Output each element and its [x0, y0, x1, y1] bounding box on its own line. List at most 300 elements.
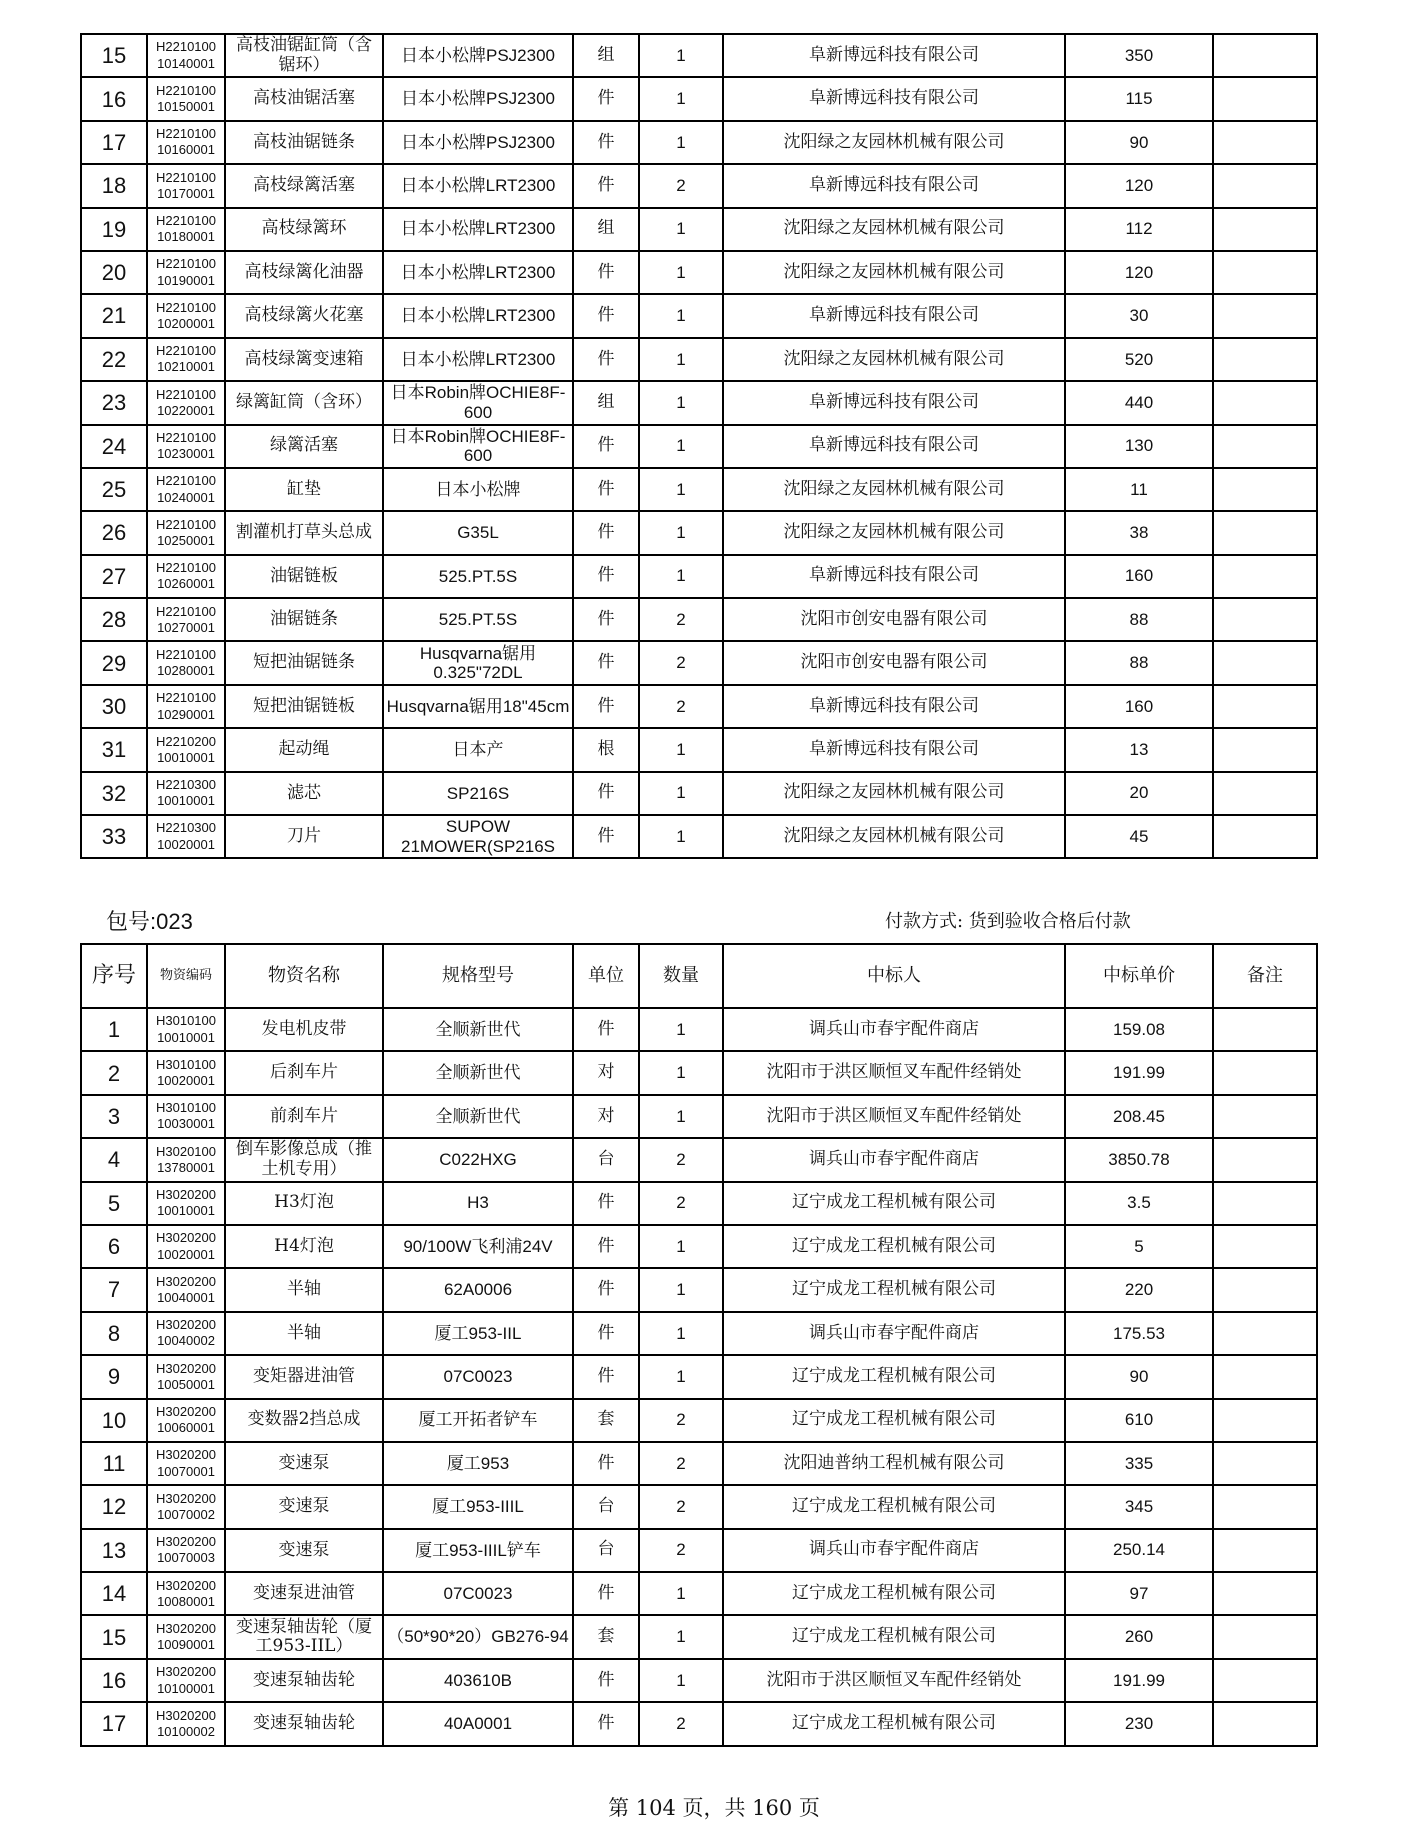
cell-seq: 13 — [81, 1529, 147, 1572]
cell-price: 230 — [1065, 1702, 1213, 1745]
cell-price: 520 — [1065, 338, 1213, 381]
cell-seq: 21 — [81, 294, 147, 337]
cell-name: H4灯泡 — [225, 1225, 383, 1268]
cell-qty: 2 — [639, 1529, 723, 1572]
cell-qty: 1 — [639, 1312, 723, 1355]
cell-name: 高枝绿篱环 — [225, 208, 383, 251]
code-part: 10010001 — [157, 749, 215, 765]
cell-name: 缸垫 — [225, 468, 383, 511]
cell-unit: 件 — [573, 1659, 639, 1702]
cell-remark — [1213, 294, 1317, 337]
cell-vendor: 阜新博远科技有限公司 — [723, 294, 1065, 337]
code-part: H3020200 — [156, 1577, 216, 1593]
cell-remark — [1213, 555, 1317, 598]
cell-qty: 1 — [639, 1659, 723, 1702]
cell-spec: 全顺新世代 — [383, 1008, 573, 1051]
cell-vendor: 辽宁成龙工程机械有限公司 — [723, 1702, 1065, 1745]
cell-name: 油锯链板 — [225, 555, 383, 598]
code-part: 10100001 — [157, 1680, 215, 1696]
cell-unit: 件 — [573, 511, 639, 554]
cell-name: 变数器2挡总成 — [225, 1399, 383, 1442]
procurement-table-package-023 — [80, 943, 1318, 1747]
code-part: 10230001 — [157, 446, 215, 462]
cell-code — [147, 1008, 225, 1051]
cell-qty: 1 — [639, 1095, 723, 1138]
table-row — [81, 1615, 1317, 1658]
cell-remark — [1213, 1138, 1317, 1181]
code-part: H2210200 — [156, 733, 216, 749]
cell-code — [147, 815, 225, 858]
code-part: H2210300 — [156, 820, 216, 836]
cell-spec: 厦工953-IIIL铲车 — [383, 1529, 573, 1572]
cell-remark — [1213, 772, 1317, 815]
cell-price: 13 — [1065, 728, 1213, 771]
table-row — [81, 1182, 1317, 1225]
table-row — [81, 121, 1317, 164]
cell-vendor: 沈阳市于洪区顺恒叉车配件经销处 — [723, 1095, 1065, 1138]
cell-spec: C022HXG — [383, 1138, 573, 1181]
cell-seq: 9 — [81, 1355, 147, 1398]
cell-remark — [1213, 208, 1317, 251]
cell-unit: 件 — [573, 1312, 639, 1355]
cell-qty: 1 — [639, 1051, 723, 1094]
cell-unit: 组 — [573, 381, 639, 424]
code-part: 10280001 — [157, 663, 215, 679]
cell-code — [147, 1399, 225, 1442]
table-row — [81, 1572, 1317, 1615]
cell-spec: 日本小松牌LRT2300 — [383, 294, 573, 337]
cell-code — [147, 598, 225, 641]
cell-spec: 07C0023 — [383, 1355, 573, 1398]
cell-name: 绿篱缸筒（含环） — [225, 381, 383, 424]
cell-vendor: 阜新博远科技有限公司 — [723, 34, 1065, 77]
cell-name: 高枝绿篱活塞 — [225, 164, 383, 207]
code-part: H3020200 — [156, 1273, 216, 1289]
table-row — [81, 381, 1317, 424]
cell-vendor: 阜新博远科技有限公司 — [723, 164, 1065, 207]
cell-qty: 1 — [639, 1008, 723, 1051]
cell-price: 88 — [1065, 641, 1213, 684]
cell-code — [147, 1702, 225, 1745]
code-part: 10010001 — [157, 1029, 215, 1045]
cell-price: 160 — [1065, 685, 1213, 728]
cell-vendor: 辽宁成龙工程机械有限公司 — [723, 1485, 1065, 1528]
cell-remark — [1213, 641, 1317, 684]
cell-qty: 1 — [639, 1615, 723, 1658]
cell-vendor: 阜新博远科技有限公司 — [723, 728, 1065, 771]
cell-unit: 件 — [573, 468, 639, 511]
cell-name: 后刹车片 — [225, 1051, 383, 1094]
code-part: H2210100 — [156, 560, 216, 576]
cell-vendor: 沈阳绿之友园林机械有限公司 — [723, 121, 1065, 164]
table-row — [81, 1659, 1317, 1702]
table-row — [81, 1312, 1317, 1355]
cell-unit: 件 — [573, 685, 639, 728]
cell-name: 变速泵 — [225, 1442, 383, 1485]
cell-unit: 件 — [573, 1008, 639, 1051]
cell-qty: 1 — [639, 555, 723, 598]
cell-qty: 1 — [639, 1355, 723, 1398]
cell-name: 变速泵轴齿轮 — [225, 1702, 383, 1745]
cell-unit: 台 — [573, 1485, 639, 1528]
cell-qty: 2 — [639, 1442, 723, 1485]
cell-price: 120 — [1065, 251, 1213, 294]
code-part: H2210100 — [156, 690, 216, 706]
cell-unit: 件 — [573, 1182, 639, 1225]
code-part: H3020200 — [156, 1707, 216, 1723]
cell-qty: 1 — [639, 381, 723, 424]
cell-seq: 30 — [81, 685, 147, 728]
page-footer: 第 104 页，共 160 页 — [608, 1796, 820, 1820]
cell-remark — [1213, 381, 1317, 424]
code-part: H3020200 — [156, 1360, 216, 1376]
cell-name: 油锯链条 — [225, 598, 383, 641]
cell-code — [147, 641, 225, 684]
cell-qty: 2 — [639, 598, 723, 641]
cell-remark — [1213, 1095, 1317, 1138]
code-part: 10220001 — [157, 402, 215, 418]
cell-qty: 1 — [639, 1225, 723, 1268]
cell-price: 159.08 — [1065, 1008, 1213, 1051]
cell-remark — [1213, 425, 1317, 468]
code-part: H2210300 — [156, 777, 216, 793]
cell-vendor: 辽宁成龙工程机械有限公司 — [723, 1225, 1065, 1268]
cell-remark — [1213, 1442, 1317, 1485]
code-part: H3020200 — [156, 1490, 216, 1506]
cell-unit: 件 — [573, 77, 639, 120]
header-vendor: 中标人 — [723, 944, 1065, 1008]
cell-spec: 403610B — [383, 1659, 573, 1702]
code-part: H3020200 — [156, 1447, 216, 1463]
cell-code — [147, 1659, 225, 1702]
cell-remark — [1213, 1312, 1317, 1355]
cell-vendor: 沈阳绿之友园林机械有限公司 — [723, 251, 1065, 294]
cell-spec: 日本小松牌 — [383, 468, 573, 511]
cell-code — [147, 555, 225, 598]
package-number: 包号:023 — [106, 909, 193, 934]
cell-seq: 31 — [81, 728, 147, 771]
cell-vendor: 阜新博远科技有限公司 — [723, 77, 1065, 120]
cell-spec: 90/100W飞利浦24V — [383, 1225, 573, 1268]
cell-qty: 1 — [639, 208, 723, 251]
cell-qty: 1 — [639, 425, 723, 468]
cell-unit: 件 — [573, 294, 639, 337]
cell-unit: 件 — [573, 164, 639, 207]
table-row — [81, 1268, 1317, 1311]
code-part: 10200001 — [157, 316, 215, 332]
cell-spec: 日本小松牌LRT2300 — [383, 251, 573, 294]
cell-name: 高枝绿篱火花塞 — [225, 294, 383, 337]
code-part: H3020100 — [156, 1143, 216, 1159]
cell-unit: 件 — [573, 338, 639, 381]
cell-name: 变矩器进油管 — [225, 1355, 383, 1398]
cell-price: 440 — [1065, 381, 1213, 424]
cell-qty: 2 — [639, 1399, 723, 1442]
cell-spec: 厦工953 — [383, 1442, 573, 1485]
code-part: H2210100 — [156, 39, 216, 55]
cell-spec: 厦工开拓者铲车 — [383, 1399, 573, 1442]
table-row — [81, 815, 1317, 858]
cell-seq: 10 — [81, 1399, 147, 1442]
code-part: H3020200 — [156, 1403, 216, 1419]
code-part: 10050001 — [157, 1376, 215, 1392]
cell-qty: 1 — [639, 34, 723, 77]
cell-unit: 台 — [573, 1529, 639, 1572]
cell-price: 350 — [1065, 34, 1213, 77]
cell-remark — [1213, 728, 1317, 771]
cell-unit: 对 — [573, 1095, 639, 1138]
cell-seq: 29 — [81, 641, 147, 684]
cell-code — [147, 1051, 225, 1094]
cell-price: 3.5 — [1065, 1182, 1213, 1225]
cell-code — [147, 772, 225, 815]
code-part: H2210100 — [156, 603, 216, 619]
cell-remark — [1213, 34, 1317, 77]
cell-price: 45 — [1065, 815, 1213, 858]
cell-unit: 件 — [573, 1268, 639, 1311]
cell-seq: 25 — [81, 468, 147, 511]
cell-unit: 件 — [573, 598, 639, 641]
cell-remark — [1213, 1485, 1317, 1528]
header-name: 物资名称 — [225, 944, 383, 1008]
cell-unit: 套 — [573, 1615, 639, 1658]
cell-qty: 1 — [639, 815, 723, 858]
code-part: 10190001 — [157, 272, 215, 288]
cell-code — [147, 121, 225, 164]
cell-qty: 2 — [639, 1702, 723, 1745]
cell-unit: 根 — [573, 728, 639, 771]
code-part: H2210100 — [156, 343, 216, 359]
cell-vendor: 调兵山市春宇配件商店 — [723, 1138, 1065, 1181]
table-row — [81, 1138, 1317, 1181]
code-part: H3020200 — [156, 1187, 216, 1202]
cell-seq: 26 — [81, 511, 147, 554]
cell-vendor: 沈阳市创安电器有限公司 — [723, 598, 1065, 641]
table-row — [81, 511, 1317, 554]
table-row — [81, 598, 1317, 641]
cell-qty: 1 — [639, 251, 723, 294]
cell-name: 发电机皮带 — [225, 1008, 383, 1051]
table-row — [81, 251, 1317, 294]
cell-price: 120 — [1065, 164, 1213, 207]
cell-vendor: 辽宁成龙工程机械有限公司 — [723, 1355, 1065, 1398]
code-part: 10070002 — [157, 1506, 215, 1522]
table-row — [81, 294, 1317, 337]
code-part: 10010001 — [157, 1203, 215, 1219]
cell-spec: 日本小松牌PSJ2300 — [383, 121, 573, 164]
cell-code — [147, 1095, 225, 1138]
table-row — [81, 1442, 1317, 1485]
cell-vendor: 辽宁成龙工程机械有限公司 — [723, 1182, 1065, 1225]
cell-price: 250.14 — [1065, 1529, 1213, 1572]
cell-spec: SUPOW 21MOWER(SP216S — [383, 815, 573, 858]
cell-name: 倒车影像总成（推土机专用） — [225, 1138, 383, 1181]
cell-remark — [1213, 468, 1317, 511]
cell-remark — [1213, 815, 1317, 858]
cell-vendor: 阜新博远科技有限公司 — [723, 381, 1065, 424]
cell-price: 5 — [1065, 1225, 1213, 1268]
code-part: 10260001 — [157, 576, 215, 592]
cell-spec: 日本小松牌PSJ2300 — [383, 77, 573, 120]
table-row — [81, 1051, 1317, 1094]
cell-price: 115 — [1065, 77, 1213, 120]
cell-code — [147, 468, 225, 511]
cell-vendor: 沈阳绿之友园林机械有限公司 — [723, 468, 1065, 511]
cell-price: 30 — [1065, 294, 1213, 337]
cell-code — [147, 1225, 225, 1268]
cell-remark — [1213, 1268, 1317, 1311]
cell-vendor: 阜新博远科技有限公司 — [723, 555, 1065, 598]
cell-name: 短把油锯链板 — [225, 685, 383, 728]
code-part: 10180001 — [157, 229, 215, 245]
table-row — [81, 772, 1317, 815]
cell-spec: （50*90*20）GB276-94 — [383, 1615, 573, 1658]
cell-seq: 17 — [81, 121, 147, 164]
cell-spec: Husqvarna锯用0.325"72DL — [383, 641, 573, 684]
cell-vendor: 调兵山市春宇配件商店 — [723, 1008, 1065, 1051]
cell-code — [147, 1442, 225, 1485]
code-part: 10060001 — [157, 1420, 215, 1436]
header-spec: 规格型号 — [383, 944, 573, 1008]
cell-price: 191.99 — [1065, 1051, 1213, 1094]
code-part: H3020200 — [156, 1664, 216, 1680]
cell-name: 半轴 — [225, 1312, 383, 1355]
cell-code — [147, 728, 225, 771]
cell-price: 88 — [1065, 598, 1213, 641]
cell-remark — [1213, 1659, 1317, 1702]
table-row — [81, 34, 1317, 77]
code-part: H2210100 — [156, 646, 216, 662]
cell-unit: 件 — [573, 1225, 639, 1268]
cell-qty: 1 — [639, 1268, 723, 1311]
code-part: H2210100 — [156, 82, 216, 98]
code-part: H2210100 — [156, 256, 216, 272]
cell-qty: 1 — [639, 728, 723, 771]
code-part: 10070003 — [157, 1550, 215, 1566]
cell-price: 220 — [1065, 1268, 1213, 1311]
table-row — [81, 1095, 1317, 1138]
code-part: 10290001 — [157, 706, 215, 722]
cell-vendor: 沈阳绿之友园林机械有限公司 — [723, 772, 1065, 815]
code-part: H3020200 — [156, 1317, 216, 1333]
code-part: 10140001 — [157, 55, 215, 71]
code-part: 10020001 — [157, 1246, 215, 1262]
table-row — [81, 641, 1317, 684]
cell-unit: 件 — [573, 121, 639, 164]
table-row — [81, 1225, 1317, 1268]
cell-qty: 1 — [639, 77, 723, 120]
cell-code — [147, 1615, 225, 1658]
code-part: H3020200 — [156, 1230, 216, 1246]
cell-unit: 件 — [573, 1442, 639, 1485]
cell-vendor: 沈阳市创安电器有限公司 — [723, 641, 1065, 684]
code-part: H2210100 — [156, 213, 216, 228]
cell-qty: 1 — [639, 294, 723, 337]
cell-vendor: 沈阳迪普纳工程机械有限公司 — [723, 1442, 1065, 1485]
cell-spec: 日本Robin牌OCHIE8F-600 — [383, 381, 573, 424]
cell-price: 11 — [1065, 468, 1213, 511]
code-part: H3010100 — [156, 1100, 216, 1116]
cell-name: 起动绳 — [225, 728, 383, 771]
cell-price: 112 — [1065, 208, 1213, 251]
table-row — [81, 425, 1317, 468]
header-code: 物资编码 — [147, 944, 225, 1008]
cell-code — [147, 338, 225, 381]
code-part: 10100002 — [157, 1723, 215, 1739]
cell-price: 90 — [1065, 121, 1213, 164]
table-header-row — [81, 944, 1317, 1008]
cell-spec: 日本小松牌LRT2300 — [383, 208, 573, 251]
cell-price: 160 — [1065, 555, 1213, 598]
cell-name: 高枝绿篱变速箱 — [225, 338, 383, 381]
cell-spec: Husqvarna锯用18"45cm — [383, 685, 573, 728]
code-part: H2210100 — [156, 429, 216, 445]
code-part: H3010100 — [156, 1013, 216, 1029]
code-part: 10170001 — [157, 185, 215, 201]
cell-seq: 18 — [81, 164, 147, 207]
table-row — [81, 208, 1317, 251]
cell-remark — [1213, 338, 1317, 381]
cell-seq: 33 — [81, 815, 147, 858]
cell-code — [147, 1312, 225, 1355]
code-part: 10040001 — [157, 1290, 215, 1306]
cell-name: 变速泵 — [225, 1485, 383, 1528]
cell-qty: 2 — [639, 164, 723, 207]
cell-name: 割灌机打草头总成 — [225, 511, 383, 554]
cell-spec: 525.PT.5S — [383, 555, 573, 598]
cell-name: 变速泵进油管 — [225, 1572, 383, 1615]
cell-spec: 40A0001 — [383, 1702, 573, 1745]
cell-qty: 1 — [639, 468, 723, 511]
cell-unit: 件 — [573, 251, 639, 294]
cell-code — [147, 294, 225, 337]
table-row — [81, 1485, 1317, 1528]
code-part: 10160001 — [157, 142, 215, 158]
cell-name: 前刹车片 — [225, 1095, 383, 1138]
cell-seq: 15 — [81, 1615, 147, 1658]
cell-vendor: 辽宁成龙工程机械有限公司 — [723, 1268, 1065, 1311]
header-qty: 数量 — [639, 944, 723, 1008]
cell-unit: 件 — [573, 555, 639, 598]
code-part: 10210001 — [157, 359, 215, 375]
code-part: 10240001 — [157, 489, 215, 505]
cell-seq: 20 — [81, 251, 147, 294]
table-row — [81, 1355, 1317, 1398]
cell-remark — [1213, 598, 1317, 641]
cell-name: 变速泵 — [225, 1529, 383, 1572]
cell-code — [147, 1182, 225, 1225]
cell-name: 高枝油锯链条 — [225, 121, 383, 164]
procurement-table-continued — [80, 33, 1318, 859]
cell-name: 滤芯 — [225, 772, 383, 815]
cell-seq: 4 — [81, 1138, 147, 1181]
cell-seq: 32 — [81, 772, 147, 815]
cell-seq: 8 — [81, 1312, 147, 1355]
cell-seq: 14 — [81, 1572, 147, 1615]
cell-spec: 07C0023 — [383, 1572, 573, 1615]
cell-qty: 1 — [639, 1572, 723, 1615]
table-row — [81, 1399, 1317, 1442]
cell-price: 175.53 — [1065, 1312, 1213, 1355]
cell-price: 345 — [1065, 1485, 1213, 1528]
cell-spec: 厦工953-IIIL — [383, 1485, 573, 1528]
code-part: 10090001 — [157, 1637, 215, 1653]
cell-spec: H3 — [383, 1182, 573, 1225]
cell-spec: 厦工953-IIL — [383, 1312, 573, 1355]
cell-code — [147, 511, 225, 554]
cell-vendor: 沈阳绿之友园林机械有限公司 — [723, 815, 1065, 858]
table-row — [81, 77, 1317, 120]
